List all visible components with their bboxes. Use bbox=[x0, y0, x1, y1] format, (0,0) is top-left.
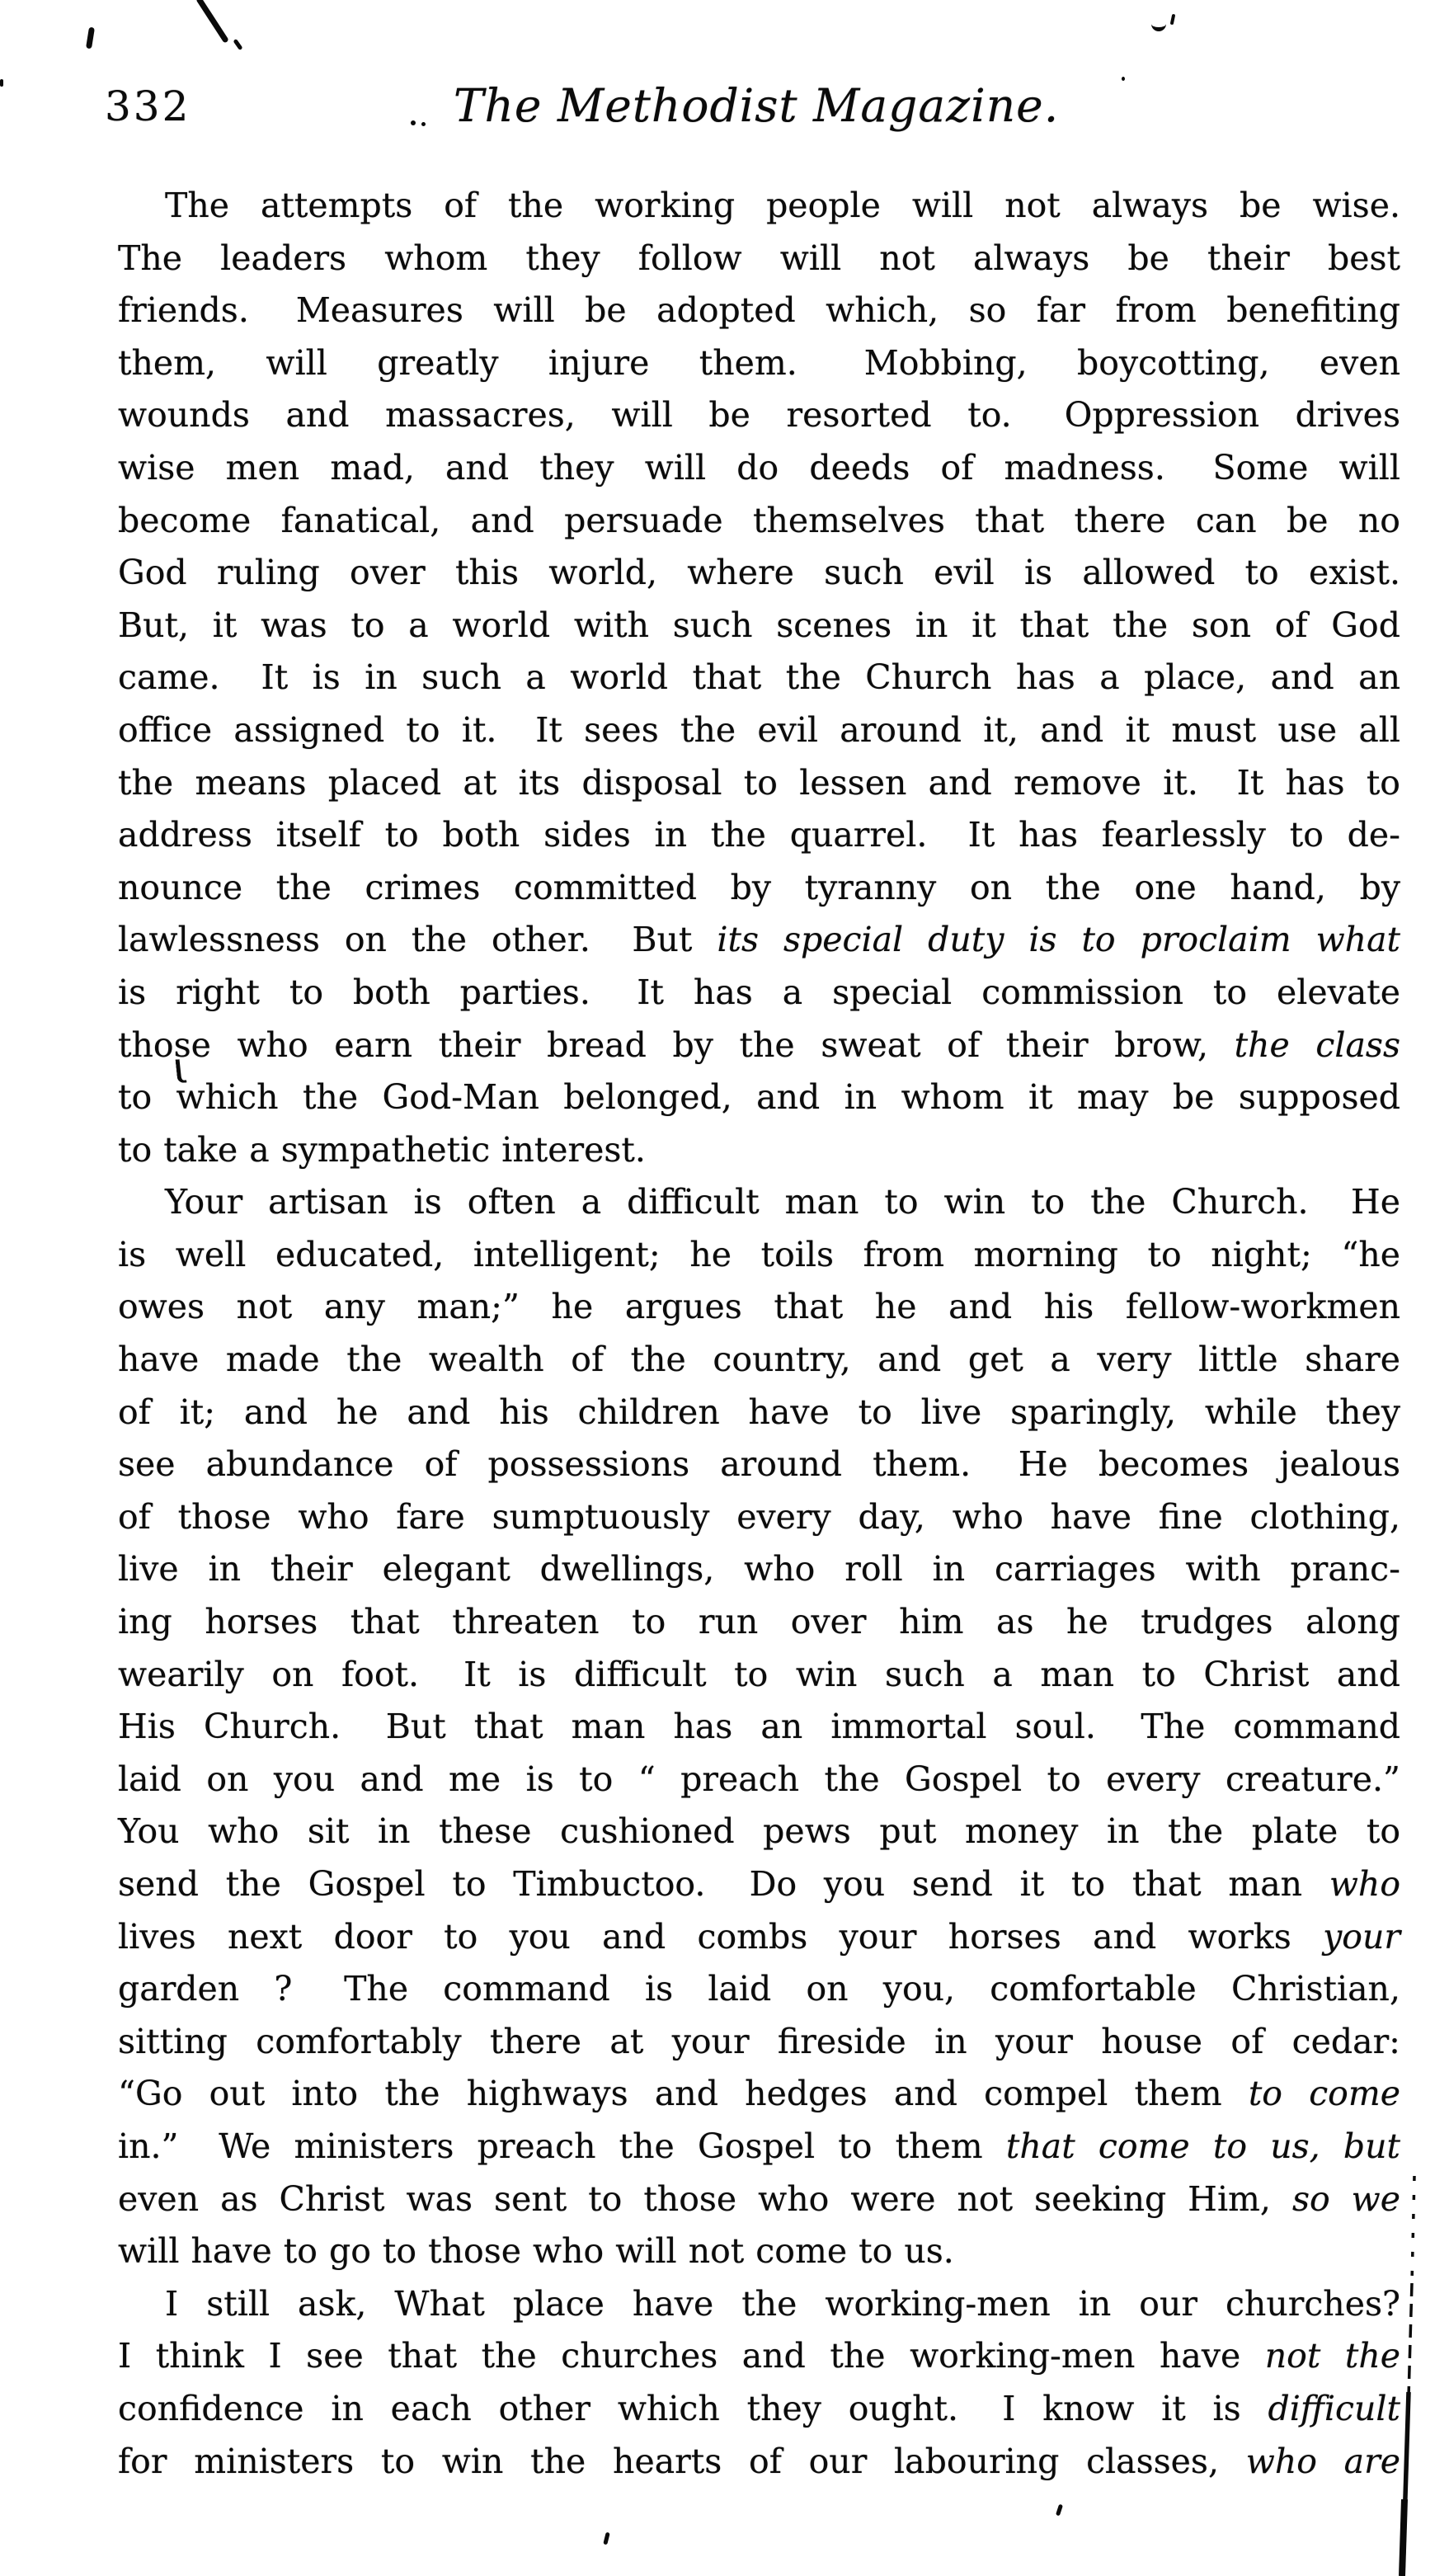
text-line: nounce the crimes committed by tyranny on the one hand, by bbox=[118, 867, 1400, 907]
text-line: wearily on foot. It is difficult to win such a man to Christ and bbox=[118, 1654, 1400, 1694]
text-line: wounds and massacres, will be resorted to. Oppression drives bbox=[118, 395, 1400, 436]
ink-dot-mark bbox=[411, 120, 416, 125]
text-line: lives next door to you and combs your horses and works your bbox=[118, 1916, 1400, 1957]
text-line: I still ask, What place have the working-men in our churches? bbox=[165, 2283, 1400, 2324]
text-line: Your artisan is often a difficult man to win to the Church. He bbox=[165, 1182, 1400, 1222]
text-line: But, it was to a world with such scenes in it that the son of God bbox=[118, 605, 1400, 645]
text-line: live in their elegant dwellings, who roll in carriages with pranc- bbox=[118, 1549, 1400, 1589]
text-line: have made the wealth of the country, and get a very little share bbox=[118, 1340, 1400, 1380]
text-line: confidence in each other which they ought. I know it is difficult bbox=[118, 2388, 1400, 2428]
text-line: You who sit in these cushioned pews put money in the plate to bbox=[118, 1811, 1400, 1852]
text-line: garden ? The command is laid on you, comfortable Christian, bbox=[118, 1969, 1400, 2009]
text-line: is well educated, intelligent; he toils from morning to night; “he bbox=[118, 1234, 1400, 1274]
text-line: office assigned to it. It sees the evil around it, and it must use all bbox=[118, 709, 1400, 750]
ink-smudge-mark bbox=[1056, 2504, 1063, 2517]
ink-smudge-mark bbox=[233, 39, 242, 50]
text-line: His Church. But that man has an immortal soul. The command bbox=[118, 1707, 1400, 1747]
text-line: ing horses that threaten to run over him as he trudges along bbox=[118, 1602, 1400, 1642]
ink-smudge-mark bbox=[86, 27, 95, 49]
text-line: I think I see that the churches and the working-men have not the bbox=[118, 2336, 1400, 2376]
text-line: laid on you and me is to “ preach the Gospel to every creature.” bbox=[118, 1759, 1400, 1799]
text-line: wise men mad, and they will do deeds of madness. Some will bbox=[118, 447, 1400, 487]
text-line: friends. Measures will be adopted which, so far from benefiting bbox=[118, 290, 1400, 331]
text-line: them, will greatly injure them. Mobbing, boycotting, even bbox=[118, 342, 1400, 383]
text-line: those who earn their bread by the sweat of their brow, the class bbox=[118, 1024, 1400, 1065]
pen-stroke-mark bbox=[195, 0, 229, 44]
text-line: for ministers to win the hearts of our labouring classes, who are bbox=[118, 2441, 1400, 2481]
ink-smudge-mark bbox=[1151, 19, 1166, 31]
ink-dot-mark bbox=[1122, 77, 1125, 81]
text-line: send the Gospel to Timbuctoo. Do you send it to that man who bbox=[118, 1864, 1400, 1904]
text-line: is right to both parties. It has a special commission to elevate bbox=[118, 972, 1400, 1012]
article-body-text bbox=[118, 180, 1400, 2488]
text-line: sitting comfortably there at your fireside in your house of cedar: bbox=[118, 2021, 1400, 2061]
text-line: of it; and he and his children have to live sparingly, while they bbox=[118, 1392, 1400, 1432]
text-line: even as Christ was sent to those who were not seeking Him, so we bbox=[118, 2178, 1400, 2219]
text-line: the means placed at its disposal to lessen and remove it. It has to bbox=[118, 762, 1400, 803]
text-line: in.” We ministers preach the Gospel to them that come to us, but bbox=[118, 2126, 1400, 2166]
ink-smudge-mark bbox=[603, 2532, 609, 2545]
text-line: see abundance of possessions around them. He becomes jealous bbox=[118, 1444, 1400, 1485]
page-number: 332 bbox=[105, 82, 191, 130]
text-line: came. It is in such a world that the Church has a place, and an bbox=[118, 657, 1400, 698]
text-line: “Go out into the highways and hedges and compel them to come bbox=[118, 2074, 1400, 2114]
magazine-title: The Methodist Magazine. bbox=[453, 79, 1060, 132]
ink-smudge-mark bbox=[1170, 14, 1176, 26]
text-line: The attempts of the working people will not always be wise. bbox=[165, 186, 1400, 225]
ink-smudge-mark bbox=[0, 79, 3, 87]
text-line: The leaders whom they follow will not always be their best bbox=[118, 238, 1400, 278]
text-line: will have to go to those who will not come to us. bbox=[118, 2231, 954, 2272]
text-line: to take a sympathetic interest. bbox=[118, 1129, 646, 1170]
text-line: of those who fare sumptuously every day, who have fine clothing, bbox=[118, 1496, 1400, 1537]
ink-dot-mark bbox=[421, 122, 426, 126]
text-line: become fanatical, and persuade themselves that there can be no bbox=[118, 500, 1400, 540]
text-line: to which the God-Man belonged, and in whom it may be supposed bbox=[118, 1077, 1400, 1118]
text-line: address itself to both sides in the quarrel. It has fearlessly to de- bbox=[118, 815, 1400, 855]
ink-dot-mark bbox=[1400, 2560, 1404, 2564]
text-line: owes not any man;” he argues that he and his fellow-workmen bbox=[118, 1287, 1400, 1327]
text-line: God ruling over this world, where such evil is allowed to exist. bbox=[118, 553, 1400, 593]
text-line: lawlessness on the other. But its special duty is to proclaim what bbox=[118, 920, 1400, 960]
